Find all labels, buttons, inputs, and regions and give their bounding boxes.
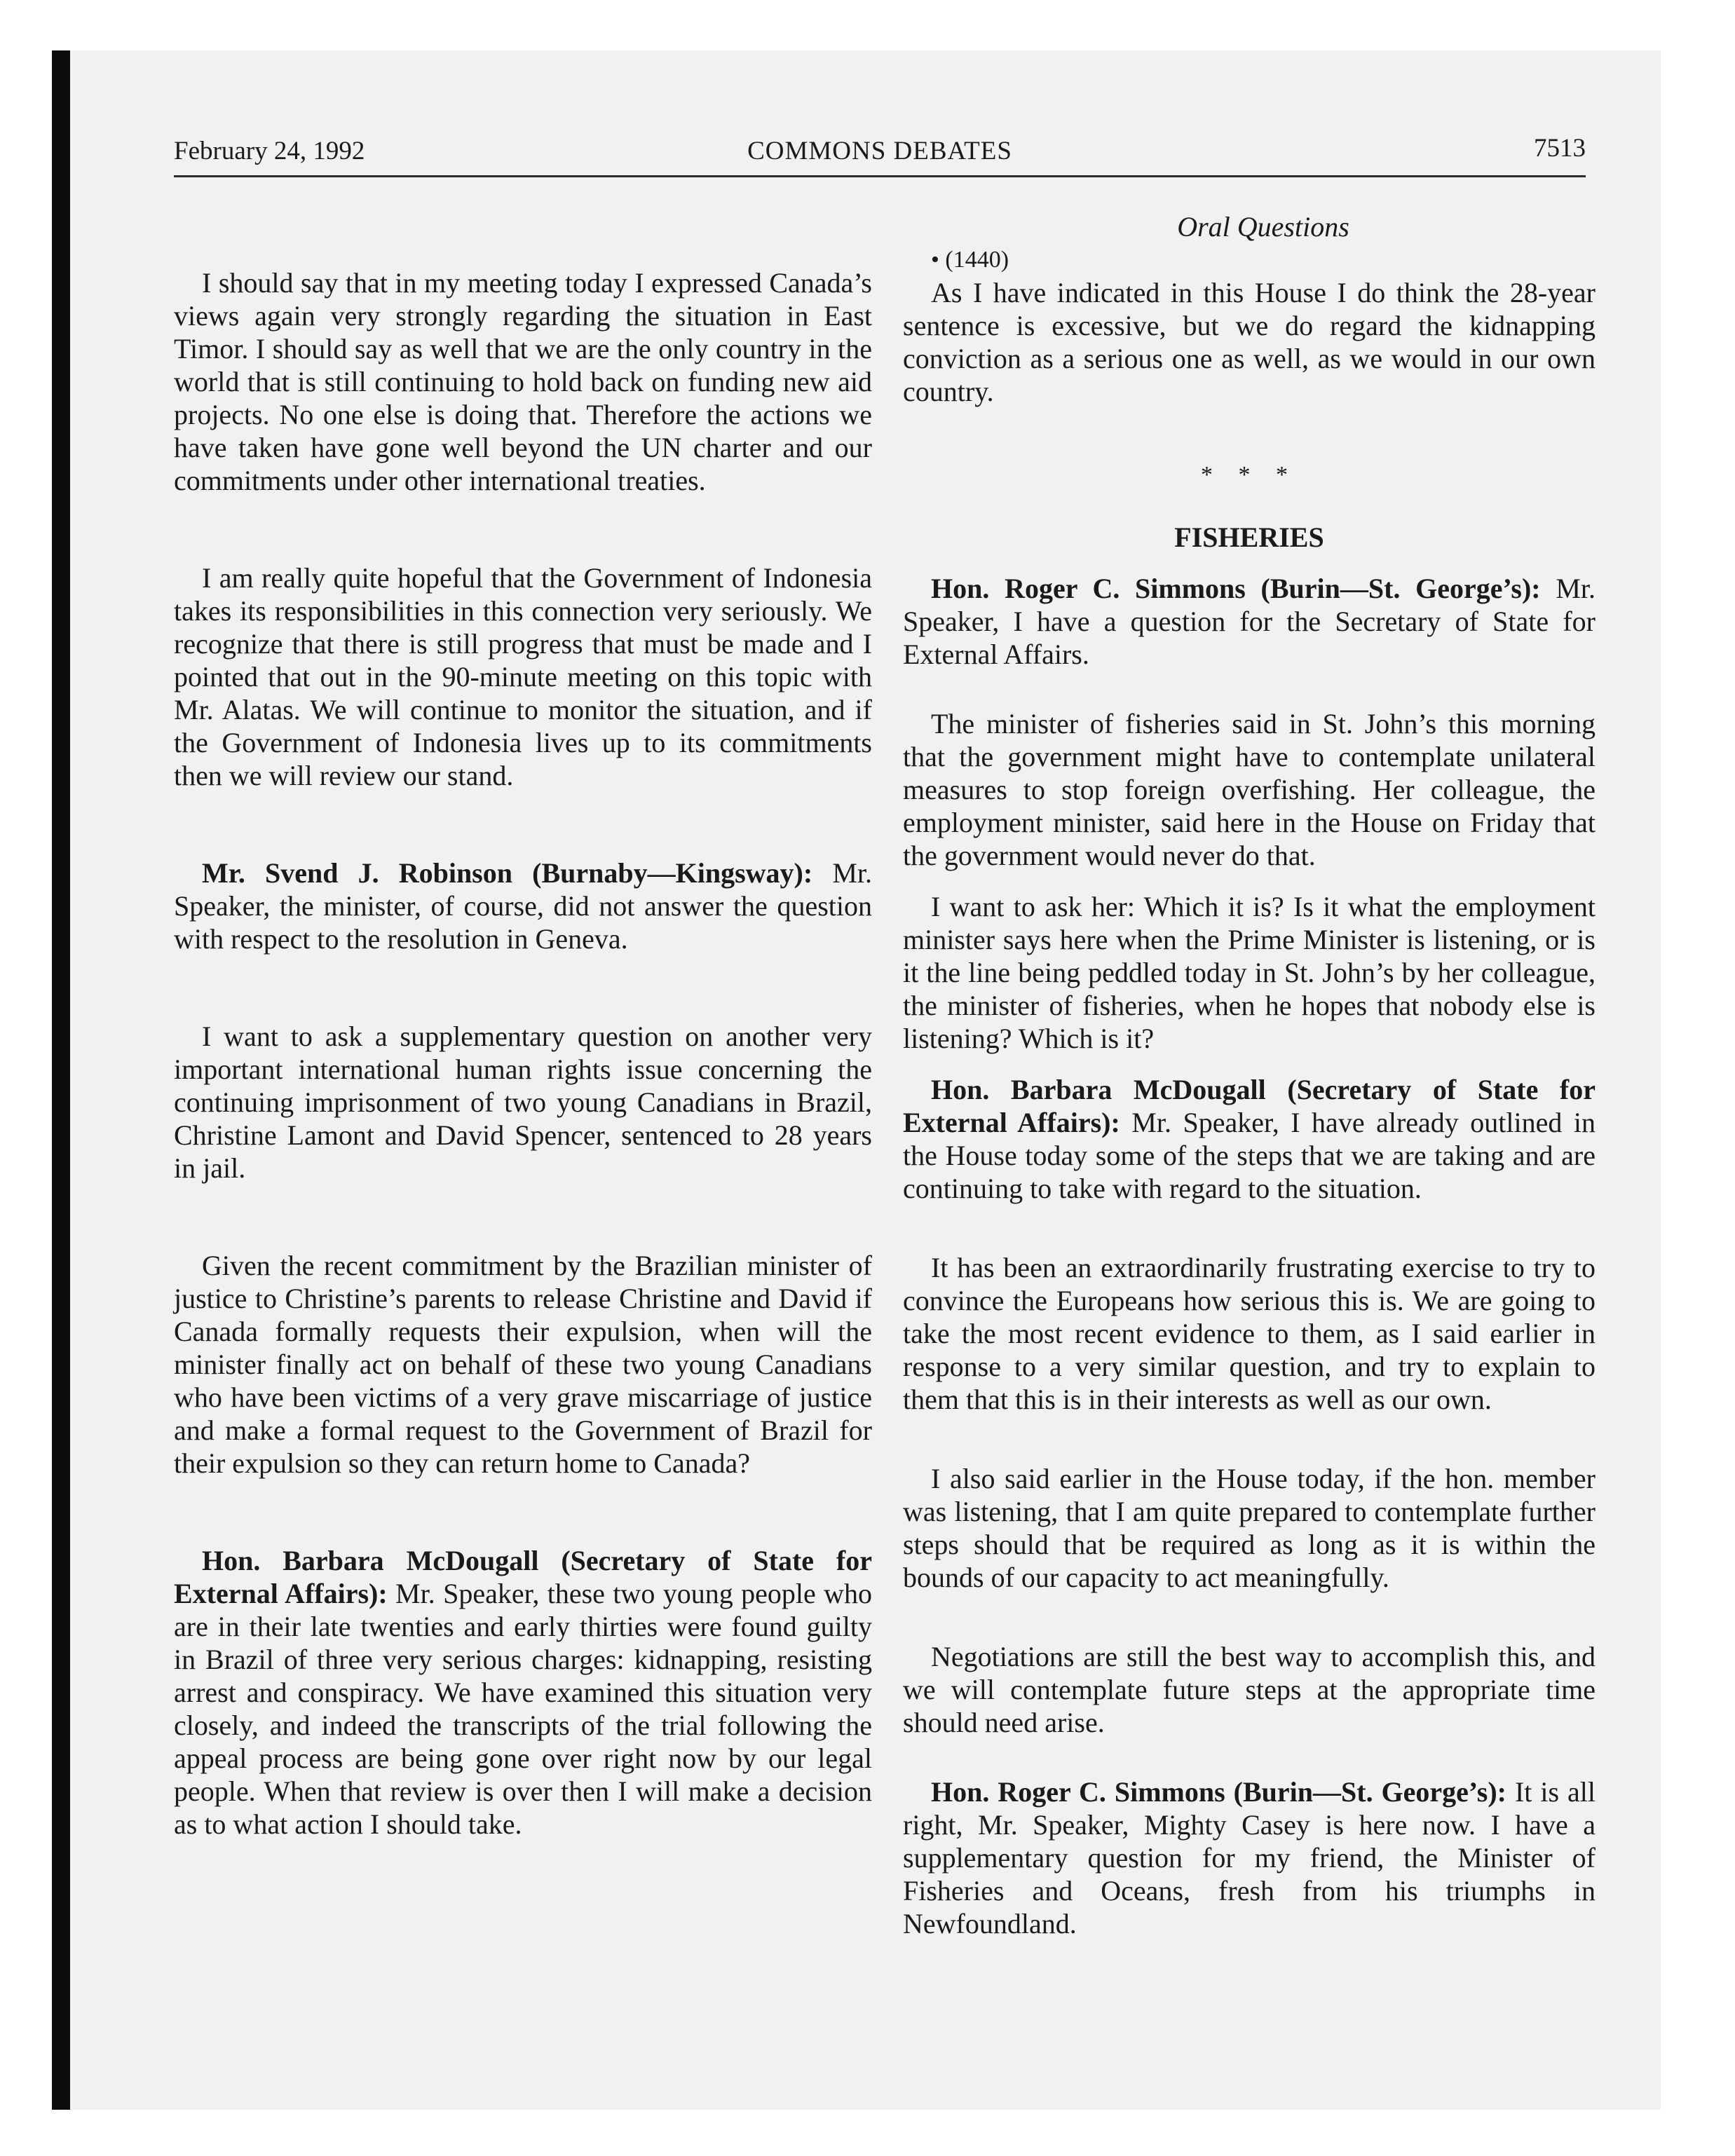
paragraph bbox=[174, 1249, 872, 1480]
paragraph bbox=[174, 1020, 872, 1185]
paragraph-text: Negotiations are still the best way to accomplish this, and we will contemplate future steps at the appropriate time should need arise. bbox=[903, 1641, 1595, 1738]
section-heading: FISHERIES bbox=[1174, 521, 1324, 553]
speaker-name: Hon. Roger C. Simmons (Burin—St. George’s): bbox=[931, 573, 1541, 604]
paragraph-text: Given the recent commitment by the Brazilian minister of justice to Christine’s parents to release Christine and David if Canada formally requests their expulsion, when will the minister finally act on behalf of these two young Canadians who have been victims of a very grave miscarriage of justice and make a formal request to the Government of Brazil for their expulsion so they can return home to Canada? bbox=[174, 1250, 872, 1479]
paragraph-text: I should say that in my meeting today I expressed Canada’s views again very strongly regarding the situation in East Timor. I should say as well that we are the only country in the world that is still continuing to hold back on funding new aid projects. No one else is doing that. Therefore the actions we have taken have gone well beyond the UN charter and our commitments under other international treaties. bbox=[174, 267, 872, 496]
paragraph-text: I want to ask a supplementary question on another very important international human rights issue concerning the continuing imprisonment of two young Canadians in Brazil, Christine Lamont and David Spencer, sentenced to 28 years in jail. bbox=[174, 1021, 872, 1184]
paragraph-text: It has been an extraordinarily frustrating exercise to try to convince the Europeans how serious this is. We are going to take the most recent evidence to them, as I said earlier in response to a very similar question, and try to explain to them that this is in their interests as well as our own. bbox=[903, 1252, 1595, 1415]
paragraph bbox=[174, 266, 872, 497]
paragraph bbox=[903, 572, 1595, 671]
speaker-name: Hon. Roger C. Simmons (Burin—St. George’s): bbox=[931, 1776, 1506, 1808]
paragraph-text: I want to ask her: Which it is? Is it what the employment minister says here when the Prime Minister is listening, or is it the line being peddled today in St. John’s by her colleague, the minister of fisheries, when he hopes that nobody else is listening? Which is it? bbox=[903, 891, 1595, 1054]
right-column bbox=[903, 210, 1595, 1940]
page-number: 7513 bbox=[1534, 134, 1586, 163]
paragraph bbox=[174, 561, 872, 792]
header-date: February 24, 1992 bbox=[174, 137, 365, 165]
paragraph-text: I also said earlier in the House today, if the hon. member was listening, that I am quite prepared to contemplate further steps should that be required as long as it is within the bounds of our capacity to act meaningfully. bbox=[903, 1463, 1595, 1593]
left-column bbox=[174, 266, 872, 1841]
paragraph bbox=[903, 1462, 1595, 1594]
paragraph bbox=[903, 1073, 1595, 1205]
speaker-name: Hon. Barbara McDougall (Secretary of State for External Affairs): bbox=[903, 1074, 1595, 1138]
paragraph bbox=[903, 1775, 1595, 1940]
paragraph bbox=[903, 1640, 1595, 1739]
paragraph-text: Mr. Speaker, the minister, of course, did not answer the question with respect to the resolution in Geneva. bbox=[174, 857, 872, 955]
paragraph-text: It is all right, Mr. Speaker, Mighty Casey is here now. I have a supplementary question for my friend, the Minister of Fisheries and Oceans, fresh from his triumphs in Newfoundland. bbox=[903, 1776, 1596, 1939]
paragraph-text: As I have indicated in this House I do think the 28-year sentence is excessive, but we do regard the kidnapping conviction as a serious one as well, as we would in our own country. bbox=[903, 277, 1595, 407]
speaker-name: Mr. Svend J. Robinson (Burnaby—Kingsway): bbox=[202, 857, 813, 889]
paragraph bbox=[903, 1251, 1595, 1416]
paragraph-text: I am really quite hopeful that the Government of Indonesia takes its responsibilities in this connection very seriously. We recognize that there is still progress that must be made and I pointed that out in the 90-minute meeting on this topic with Mr. Alatas. We will continue to monitor the situation, and if the Government of Indonesia lives up to its commitments then we will review our stand. bbox=[174, 562, 872, 791]
paragraph bbox=[174, 1544, 872, 1841]
header-title: COMMONS DEBATES bbox=[747, 137, 1012, 165]
paragraph bbox=[903, 890, 1595, 1055]
paragraph-text: Mr. Speaker, these two young people who are in their late twenties and early thirties were found guilty in Brazil of three very serious charges: kidnapping, resisting arrest and conspiracy. We have examined this situation very closely, and indeed the transcripts of the trial following the appeal process are being gone over right now by our legal people. When that review is over then I will make a decision as to what action I should take. bbox=[174, 1578, 872, 1840]
speaker-name: Hon. Barbara McDougall (Secretary of State for External Affairs): bbox=[174, 1545, 872, 1609]
paragraph bbox=[903, 276, 1595, 408]
paragraph-text: Mr. Speaker, I have a question for the Secretary of State for External Affairs. bbox=[903, 573, 1596, 670]
section-label: Oral Questions bbox=[1177, 211, 1349, 243]
paragraph bbox=[174, 857, 872, 955]
paragraph-text: The minister of fisheries said in St. John’s this morning that the government might have to contemplate unilateral measures to stop foreign overfishing. Her colleague, the employment minister, said here in the House on Friday that the government would never do that. bbox=[903, 708, 1595, 871]
paragraph-text: Mr. Speaker, I have already outlined in the House today some of the steps that we are taking and are continuing to take with regard to the situation. bbox=[903, 1107, 1596, 1204]
running-header bbox=[174, 130, 1586, 177]
section-separator: * * * bbox=[1201, 462, 1298, 488]
paragraph bbox=[903, 707, 1595, 872]
time-marker: • (1440) bbox=[931, 247, 1009, 273]
